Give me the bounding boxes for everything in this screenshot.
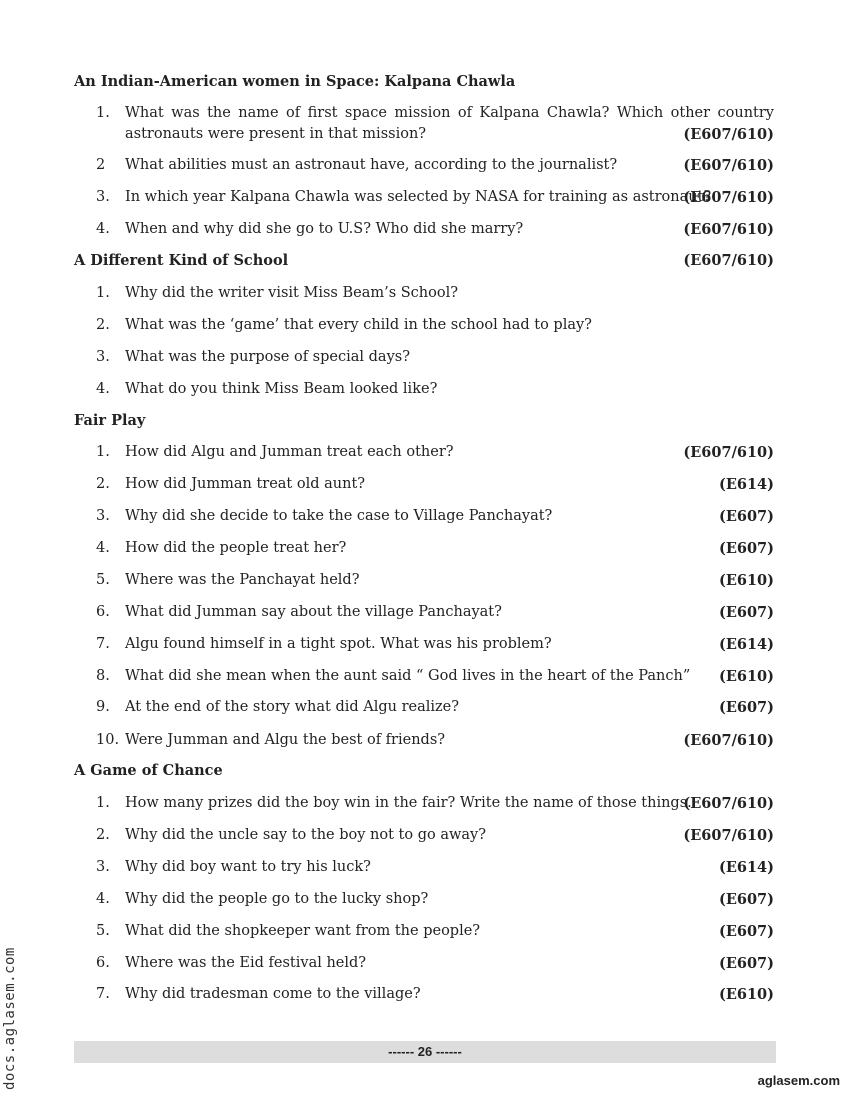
question-item	[96, 921, 774, 942]
question-code: (E607/610)	[683, 444, 774, 461]
question-text: How did the people treat her?	[125, 540, 347, 556]
question-item	[96, 666, 774, 687]
question-code: (E607/610)	[683, 827, 774, 844]
question-item	[96, 347, 774, 368]
section-code: (E607/610)	[683, 252, 774, 269]
section-title: Fair Play	[74, 412, 146, 429]
question-number: 3.	[96, 189, 110, 205]
question-code: (E607/610)	[683, 126, 774, 143]
question-text: When and why did she go to U.S? Who did she marry?	[125, 221, 524, 237]
question-number: 4.	[96, 891, 110, 907]
question-text: What abilities must an astronaut have, according to the journalist?	[125, 157, 618, 173]
question-code: (E607)	[718, 604, 774, 621]
question-code: (E610)	[718, 986, 774, 1003]
question-number: 3.	[96, 349, 110, 365]
question-item	[96, 634, 774, 655]
question-item	[96, 187, 774, 208]
question-code: (E607/610)	[683, 732, 774, 749]
question-item	[96, 283, 774, 304]
question-code: (E610)	[718, 668, 774, 685]
question-item	[96, 825, 774, 846]
question-code: (E607)	[718, 540, 774, 557]
question-code: (E607)	[718, 891, 774, 908]
section-title: A Different Kind of School	[74, 252, 289, 269]
question-number: 10.	[96, 732, 120, 748]
question-code: (E607)	[718, 923, 774, 940]
question-number: 5.	[96, 923, 110, 939]
section-title: An Indian-American women in Space: Kalpana Chawla	[74, 73, 516, 90]
question-item	[96, 379, 774, 400]
question-text: Why did the uncle say to the boy not to go away?	[125, 827, 487, 843]
question-number: 6.	[96, 604, 110, 620]
question-item	[96, 730, 774, 751]
question-text: What was the purpose of special days?	[125, 349, 410, 365]
question-number: 4.	[96, 540, 110, 556]
question-number: 3.	[96, 859, 110, 875]
question-code: (E607/610)	[683, 189, 774, 206]
question-item	[96, 697, 774, 718]
question-text: What was the name of first space mission of Kalpana Chawla? Which other country astronauts were present in that mission?	[125, 105, 774, 142]
question-text: What did the shopkeeper want from the people?	[125, 923, 481, 939]
question-number: 5.	[96, 572, 110, 588]
question-number: 2.	[96, 317, 110, 333]
question-number: 1.	[96, 285, 110, 301]
question-number: 2.	[96, 476, 110, 492]
question-text: What did Jumman say about the village Panchayat?	[125, 604, 502, 620]
section-title: A Game of Chance	[74, 762, 223, 779]
question-number: 6.	[96, 955, 110, 971]
question-number: 7.	[96, 636, 110, 652]
question-code: (E607)	[718, 699, 774, 716]
question-number: 1.	[96, 105, 110, 121]
question-number: 9.	[96, 699, 110, 715]
question-text: In which year Kalpana Chawla was selected by NASA for training as astronaut?	[125, 189, 712, 205]
question-item	[96, 570, 774, 591]
question-text: How did Algu and Jumman treat each other?	[125, 444, 454, 460]
question-code: (E607/610)	[683, 221, 774, 238]
question-number: 1.	[96, 444, 110, 460]
question-number: 4.	[96, 381, 110, 397]
question-item	[96, 219, 774, 240]
question-code: (E614)	[718, 636, 774, 653]
question-text: At the end of the story what did Algu realize?	[125, 699, 460, 715]
question-code: (E614)	[718, 476, 774, 493]
question-text: Why did the writer visit Miss Beam’s School?	[125, 285, 459, 301]
question-item	[96, 793, 774, 814]
question-text: Why did the people go to the lucky shop?	[125, 891, 429, 907]
question-code: (E607)	[718, 955, 774, 972]
question-item	[96, 315, 774, 336]
question-text: Were Jumman and Algu the best of friends?	[125, 732, 446, 748]
question-item	[96, 953, 774, 974]
question-text: Algu found himself in a tight spot. What was his problem?	[125, 636, 552, 652]
question-text: How did Jumman treat old aunt?	[125, 476, 366, 492]
question-text: What do you think Miss Beam looked like?	[125, 381, 438, 397]
question-item	[96, 103, 774, 145]
question-item	[96, 506, 774, 527]
question-code: (E607/610)	[683, 157, 774, 174]
question-number: 1.	[96, 795, 110, 811]
question-text: Why did tradesman come to the village?	[125, 986, 421, 1002]
question-item	[96, 155, 774, 176]
question-item	[96, 857, 774, 878]
question-code: (E607)	[718, 508, 774, 525]
question-number: 2	[96, 157, 106, 173]
question-text: Why did she decide to take the case to Village Panchayat?	[125, 508, 553, 524]
question-item	[96, 538, 774, 559]
question-code: (E610)	[718, 572, 774, 589]
question-text: Why did boy want to try his luck?	[125, 859, 371, 875]
brand-label: aglasem.com	[757, 1073, 840, 1088]
question-number: 4.	[96, 221, 110, 237]
question-item	[96, 442, 774, 463]
question-number: 8.	[96, 668, 110, 684]
question-text: Where was the Eid festival held?	[125, 955, 367, 971]
question-number: 2.	[96, 827, 110, 843]
question-item	[96, 474, 774, 495]
question-item	[96, 602, 774, 623]
question-number: 7.	[96, 986, 110, 1002]
watermark: docs.aglasem.com	[2, 947, 18, 1090]
question-text: What did she mean when the aunt said “ God lives in the heart of the Panch”	[125, 668, 691, 684]
question-code: (E614)	[718, 859, 774, 876]
question-text: What was the ‘game’ that every child in the school had to play?	[125, 317, 592, 333]
question-number: 3.	[96, 508, 110, 524]
page-number-bar: ------ 26 ------	[74, 1041, 776, 1063]
question-text: How many prizes did the boy win in the fair? Write the name of those things.	[125, 795, 692, 811]
question-text: Where was the Panchayat held?	[125, 572, 360, 588]
question-item	[96, 984, 774, 1005]
question-item	[96, 889, 774, 910]
question-code: (E607/610)	[683, 795, 774, 812]
